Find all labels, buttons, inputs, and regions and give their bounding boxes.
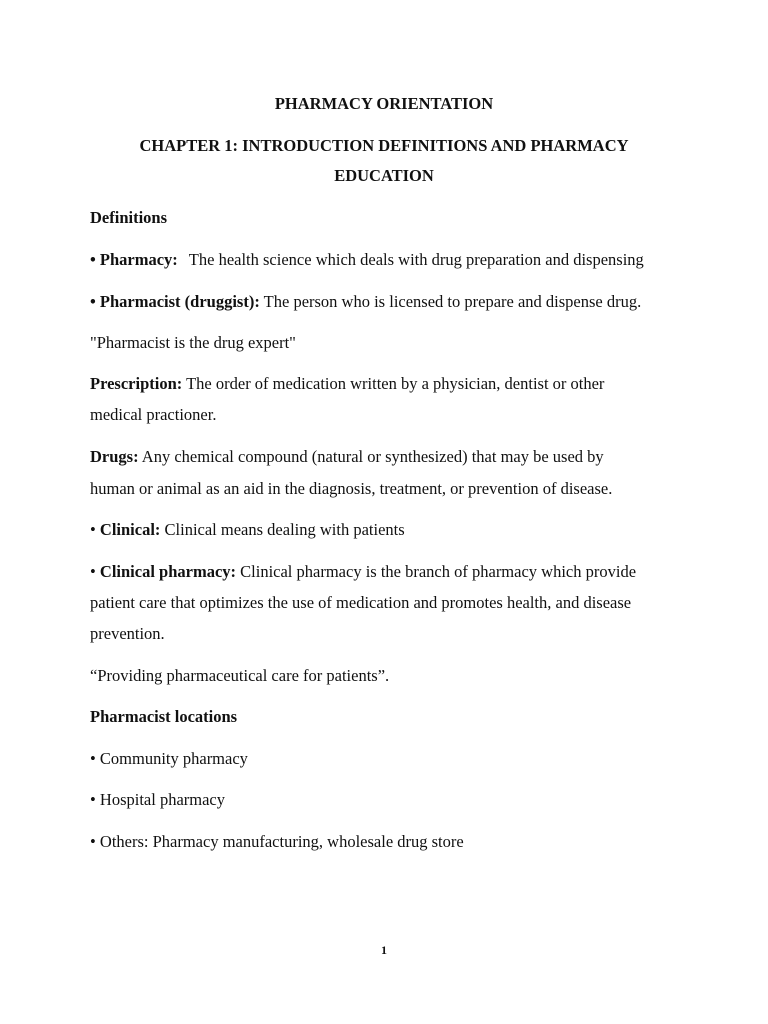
- definition-drugs: [90, 447, 604, 467]
- definition-term: • Pharmacist (druggist):: [90, 292, 260, 311]
- bullet: •: [90, 520, 100, 539]
- location-item: • Others: Pharmacy manufacturing, wholesale drug store: [90, 832, 464, 851]
- definition-text: The order of medication written by a physician, dentist or other: [182, 374, 605, 393]
- definition-text: Clinical means dealing with patients: [160, 520, 405, 539]
- pharmacist-quote: "Pharmacist is the drug expert": [90, 333, 296, 352]
- definition-term: Clinical pharmacy:: [99, 562, 237, 581]
- definition-prescription: [90, 374, 604, 394]
- definition-prescription-continued: medical practioner.: [90, 405, 217, 424]
- definition-text: The health science which deals with drug preparation and dispensing: [188, 250, 644, 269]
- definition-text: Clinical pharmacy is the branch of pharmacy which provide: [236, 562, 637, 581]
- chapter-heading-line-2: EDUCATION: [334, 166, 434, 185]
- definition-term: Clinical:: [99, 520, 161, 539]
- document-title: PHARMACY ORIENTATION: [274, 94, 494, 113]
- definition-pharmacist: [90, 292, 641, 312]
- clinical-pharmacy-quote: “Providing pharmaceutical care for patients”.: [90, 666, 390, 685]
- definition-clinical-pharmacy: [90, 562, 636, 582]
- definition-clinical-pharmacy-line-3: prevention.: [90, 624, 165, 643]
- definition-term: Prescription:: [90, 374, 183, 393]
- definitions-heading: Definitions: [90, 208, 168, 227]
- chapter-heading-line-1: CHAPTER 1: INTRODUCTION DEFINITIONS AND PHARMACY: [139, 136, 629, 155]
- definition-text: The person who is licensed to prepare and dispense drug.: [259, 292, 642, 311]
- definition-term: Drugs:: [90, 447, 139, 466]
- location-item: • Hospital pharmacy: [90, 790, 225, 809]
- definition-term: • Pharmacy:: [90, 250, 178, 269]
- definition-drugs-continued: human or animal as an aid in the diagnosis, treatment, or prevention of disease.: [90, 479, 613, 498]
- definition-clinical-pharmacy-line-2: patient care that optimizes the use of medication and promotes health, and disease: [90, 593, 632, 612]
- definition-text: Any chemical compound (natural or synthesized) that may be used by: [138, 447, 604, 466]
- bullet: •: [90, 562, 100, 581]
- location-item: • Community pharmacy: [90, 749, 248, 768]
- page-number: 1: [381, 943, 387, 957]
- definition-clinical: [90, 520, 405, 540]
- definition-pharmacy: [90, 250, 644, 270]
- locations-heading: Pharmacist locations: [90, 707, 238, 726]
